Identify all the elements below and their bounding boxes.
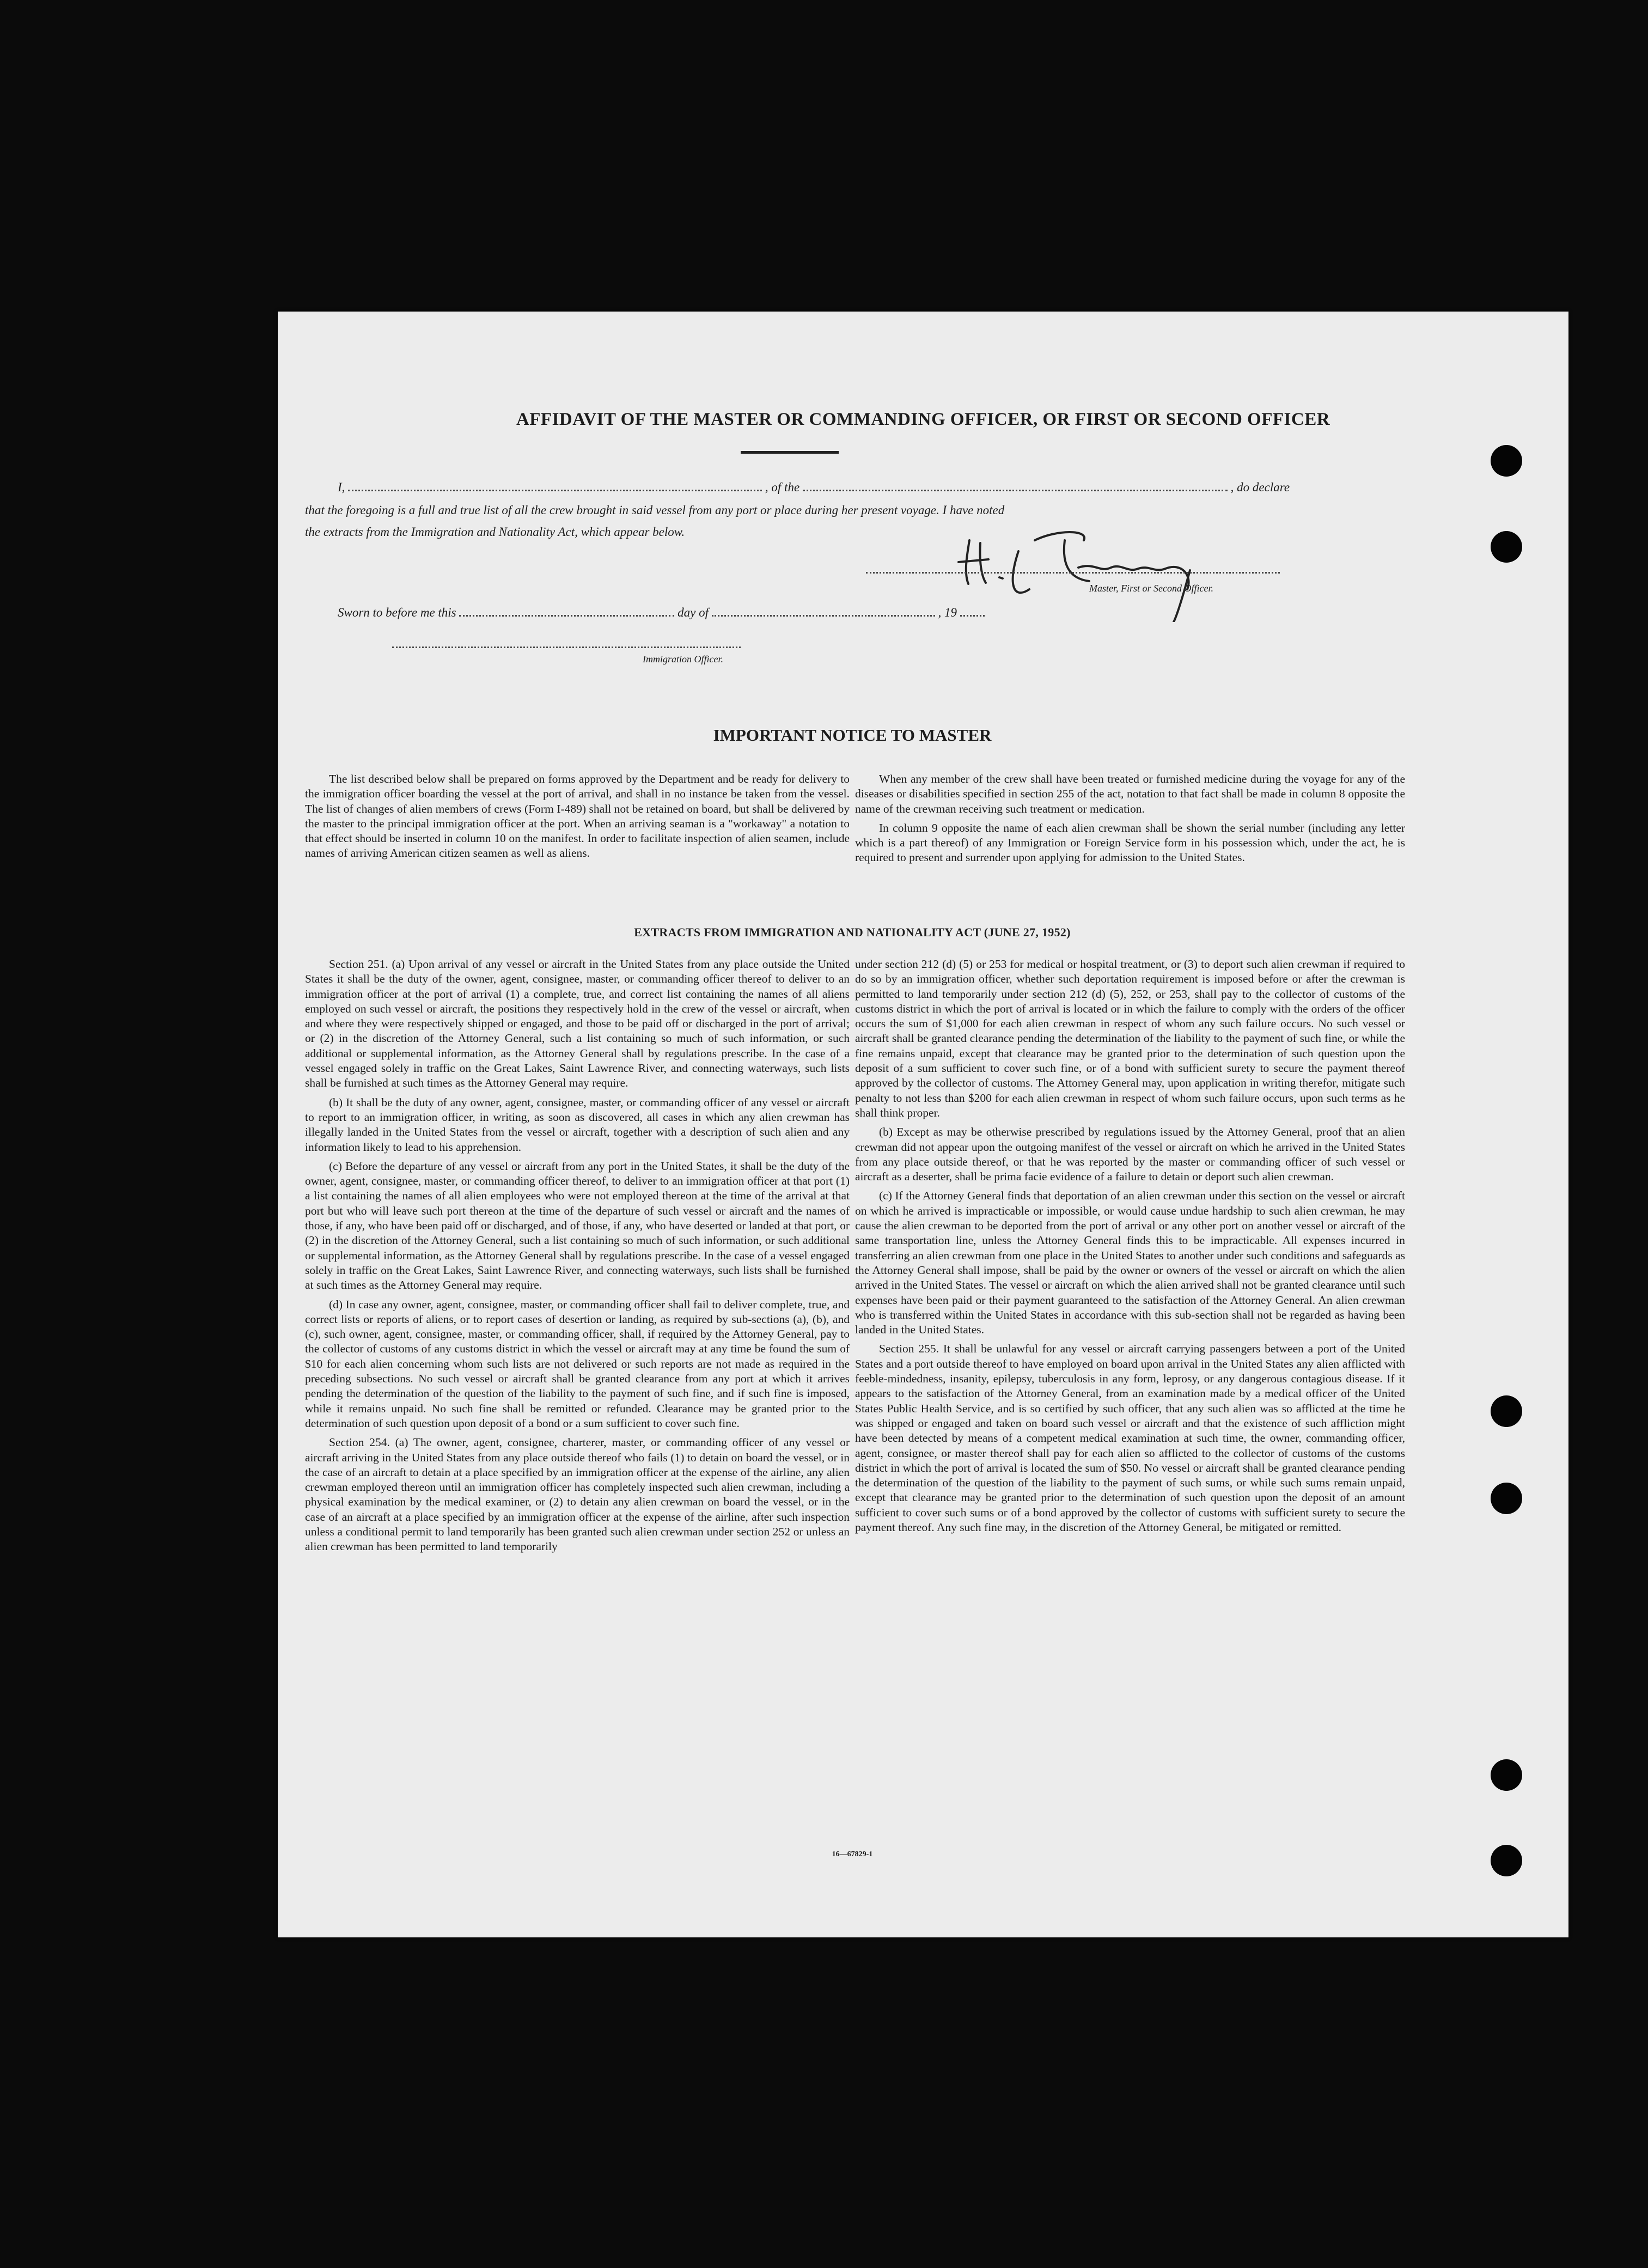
extract-paragraph: (b) Except as may be otherwise prescribed by regulations issued by the Attorney General, proof that an alien crewman did not appear upon the outgoing manifest of the vessel or aircraft on which he arrived in the United States from any place outside thereof, or that he was reported by the master or commanding officer of such vessel or aircraft as a deserter, shall be prima facie evidence of a failure to detain or deport such alien crewman. <box>855 1125 1405 1184</box>
document-page <box>278 312 1568 1937</box>
notice-left-column <box>305 772 850 865</box>
label-year: , 19 <box>938 606 957 619</box>
punch-hole <box>1491 1845 1522 1876</box>
extract-paragraph: (b) It shall be the duty of any owner, agent, consignee, master, or commanding officer of any vessel or aircraft to report to an immigration officer, in writing, as soon as discovered, all cases in which any alien crewman has illegally landed in the United States from the vessel or aircraft, together with a description of such alien and any information likely to lead to his apprehension. <box>305 1095 850 1154</box>
extracts-title: EXTRACTS FROM IMMIGRATION AND NATIONALITY ACT (JUNE 27, 1952) <box>634 925 1071 939</box>
officer-caption: Immigration Officer. <box>643 654 723 664</box>
name-field[interactable] <box>348 478 762 491</box>
declaration-line-3: the extracts from the Immigration and Nationality Act, which appear below. <box>305 525 685 539</box>
label-sworn: Sworn to before me this <box>338 606 456 619</box>
extract-paragraph: (c) If the Attorney General finds that deportation of an alien crewman under this section on the vessel or aircraft on which he arrived is impracticable or impossible, or would cause undue hardship to such alien crewman, he may cause the alien crewman to be deported from the port of arrival or any other port on another vessel or aircraft of the same transportation line, unless the Attorney General finds this to be impracticable. All expenses incurred in transferring an alien crewman from one place in the United States to another under such conditions and safeguards as the Attorney General shall impose, shall be paid by the owner or owners of the vessel or aircraft on which the alien arrived in the United States. The vessel or aircraft on which the alien arrived shall not be granted clearance until such expenses have been paid or their payment guaranteed to the satisfaction of the Attorney General. An alien crewman who is transferred within the United States in accordance with this sub-section shall not be regarded as having been landed in the United States. <box>855 1189 1405 1337</box>
extract-paragraph: (d) In case any owner, agent, consignee, master, or commanding officer shall fail to deliver complete, true, and correct lists or reports of aliens, or to report cases of desertion or landing, as required by sub-sections (a), (b), and (c), such owner, agent, consignee, master, or commanding officer, shall, if required by the Attorney General, pay to the collector of customs of any customs district in which the vessel or aircraft may at any time be found the sum of $10 for each alien concerning whom such lists are not delivered or such reports are not made as required in the preceding subsections. No such vessel or aircraft shall be granted clearance from any port at which it arrives pending the determination of the question of the liability to the payment of such fine, and if such fine is imposed, while it remains unpaid. No such fine shall be remitted or refunded. Clearance may be granted prior to the determination of such question upon deposit of a bond or a sum sufficient to cover such fine. <box>305 1297 850 1430</box>
sworn-line <box>338 603 1100 620</box>
declaration-line-2: that the foregoing is a full and true list of all the crew brought in said vessel from any port or place during her present voyage. I have noted <box>305 503 1005 517</box>
form-number: 16—67829-1 <box>832 1850 873 1858</box>
signature-line <box>866 572 1280 574</box>
notice-title: IMPORTANT NOTICE TO MASTER <box>713 725 992 745</box>
extract-paragraph: under section 212 (d) (5) or 253 for medical or hospital treatment, or (3) to deport such alien crewman if required to do so by an immigration officer, whether such deportation requirement is imposed before or after the crewman is permitted to land temporarily under section 212 (d) (5), 252, or 253, shall pay to the collector of customs of the customs district in which the port of arrival is located or in which the failure to comply with the orders of the officer occurs the sum of $1,000 for each alien crewman in respect of whom any such failure occurs. No such vessel or aircraft shall be granted clearance pending the determination of the liability to the payment of such fine, or while the fine remains unpaid, except that clearance may be granted prior to the determination of such question upon the deposit of a sum sufficient to cover such fine, or of a bond with sufficient surety to secure the payment thereof approved by the collector of customs. The Attorney General may, upon application in writing therefor, mitigate such penalty to not less than $200 for each alien crewman in respect of whom such failure occurs, upon such terms as he shall think proper. <box>855 958 1405 1119</box>
extract-paragraph: Section 255. It shall be unlawful for any vessel or aircraft carrying passengers between a port of the United States and a port outside thereof to have employed on board upon arrival in the United States any alien afflicted with feeble-mindedness, insanity, epilepsy, tuberculosis in any form, leprosy, or any dangerous contagious disease. If it appears to the satisfaction of the Attorney General, from an examination made by a medical officer of the United States Public Health Service, and is so certified by such officer, that any such alien was so afflicted at the time he was shipped or engaged and taken on board such vessel or aircraft and that the existence of such affliction might have been detected by means of a competent medical examination at such time, the owner, commanding officer, agent, consignee, or master thereof shall pay for each alien so afflicted to the collector of customs of the customs district in which the port of arrival is located the sum of $50. No vessel or aircraft shall be granted clearance pending the determination of the question of the liability to the payment of such sums, or while such sums remain unpaid, except that clearance may be granted prior to the determination of such question upon the deposit of an amount sufficient to cover such sums or of a bond approved by the collector of customs with sufficient surety to secure the payment thereof. Any such fine may, in the discretion of the Attorney General, be mitigated or remitted. <box>855 1342 1405 1534</box>
label-day-of: day of <box>677 606 709 619</box>
sworn-year-field[interactable] <box>960 603 985 617</box>
extract-paragraph: (c) Before the departure of any vessel or aircraft from any port in the United States, it shall be the duty of the owner, agent, consignee, master, or commanding officer thereof, to deliver to an immigration officer at that port (1) a list containing the names of all alien employees who were not employed thereon at the time of the arrival at that port but who will leave such port thereon at the time of the departure of such vessel or aircraft and the names of those, if any, who have been paid off or discharged, and of those, if any, who have deserted or landed at that port, or (2) in the discretion of the Attorney General, such a list containing so much of such information, or such additional or supplemental information, as the Attorney General shall by regulations prescribe. In the case of a vessel engaged solely in traffic on the Great Lakes, Saint Lawrence River, and connecting waterways, such lists shall be furnished at such times as the Attorney General may require. <box>305 1159 850 1292</box>
notice-paragraph: When any member of the crew shall have been treated or furnished medicine during the voyage for any of the diseases or disabilities specified in section 255 of the act, notation to that fact shall be made in column 8 opposite the name of the crewman receiving such treatment or medication. <box>855 772 1405 815</box>
sworn-day-field[interactable] <box>459 603 674 617</box>
punch-hole <box>1491 445 1522 477</box>
extracts-left-column <box>305 957 850 1559</box>
extracts-right-column <box>855 957 1405 1539</box>
notice-paragraph: In column 9 opposite the name of each alien crewman shall be shown the serial number (including any letter which is a part thereof) of any Immigration or Foreign Service form in his possession which, under the act, he is required to present and surrender upon applying for admission to the United States. <box>855 821 1405 864</box>
title-rule <box>741 451 839 454</box>
punch-hole <box>1491 1395 1522 1427</box>
extract-paragraph: Section 251. (a) Upon arrival of any vessel or aircraft in the United States from any place outside the United States it shall be the duty of the owner, agent, consignee, master, or commanding officer thereof to deliver to an immigration officer at the port of arrival (1) a complete, true, and correct list containing the names of all aliens employed on such vessel or aircraft, the positions they respectively hold in the crew of the vessel or aircraft, when and where they were respectively shipped or engaged, and those to be paid off or discharged in the port of arrival; or (2) in the discretion of the Attorney General, such a list containing so much of such information, or such additional or supplemental information, as the Attorney General shall by regulations prescribe. In the case of a vessel engaged solely in traffic on the Great Lakes, Saint Lawrence River, and connecting waterways, such lists shall be furnished at such times as the Attorney General may require. <box>305 958 850 1090</box>
master-caption: Master, First or Second Officer. <box>1089 583 1213 594</box>
officer-signature-line <box>392 647 741 648</box>
declaration-line-1 <box>338 478 1356 495</box>
label-of-the: , of the <box>765 480 800 494</box>
label-i: I, <box>338 480 345 494</box>
affidavit-title: AFFIDAVIT OF THE MASTER OR COMMANDING OFFICER, OR FIRST OR SECOND OFFICER <box>516 410 1330 429</box>
notice-right-column <box>855 772 1405 870</box>
extract-paragraph: Section 254. (a) The owner, agent, consignee, charterer, master, or commanding officer of any vessel or aircraft arriving in the United States from any place outside thereof who fails (1) to detain on board the vessel, or in the case of an aircraft to detain at a place specified by an immigration officer at the expense of the airline, any alien crewman employed thereon until an immigration officer has completely inspected such alien crewman, including a physical examination by the medical examiner, or (2) to detain any alien crewman on board the vessel, or in the case of an aircraft at a place specified by an immigration officer at the expense of the airline, after such inspection unless a conditional permit to land temporarily has been granted such alien crewman under section 252 or unless an alien crewman has been permitted to land temporarily <box>305 1436 850 1553</box>
punch-hole <box>1491 1759 1522 1791</box>
vessel-field[interactable] <box>803 478 1228 491</box>
notice-paragraph: The list described below shall be prepared on forms approved by the Department and be ready for delivery to the immigration officer boarding the vessel at the port of arrival, and shall in no instance be taken from the vessel. The list of changes of alien members of crews (Form I-489) shall not be retained on board, but shall be delivered by the master to the principal immigration officer at the port. When an arriving seaman is a "workaway" a notation to that effect should be inserted in column 10 on the manifest. In order to facilitate inspection of alien seamen, include names of arriving American citizen seamen as well as aliens. <box>305 772 850 860</box>
label-do-declare: , do declare <box>1230 480 1290 494</box>
sworn-month-field[interactable] <box>712 603 935 617</box>
punch-hole <box>1491 531 1522 563</box>
punch-hole <box>1491 1483 1522 1514</box>
